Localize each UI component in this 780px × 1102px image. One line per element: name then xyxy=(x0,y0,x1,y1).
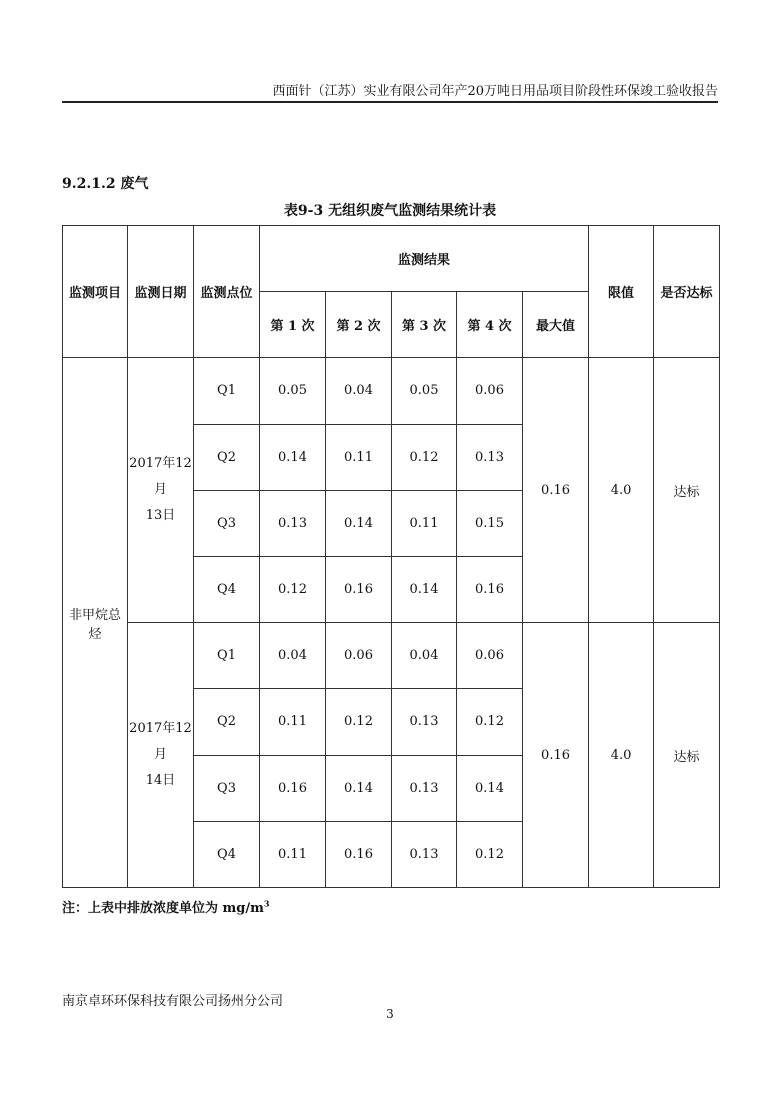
point-cell: Q1 xyxy=(194,358,260,424)
value-cell: 0.12 xyxy=(326,689,392,755)
report-header-title: 西面针（江苏）实业有限公司年产20万吨日用品项目阶段性环保竣工验收报告 xyxy=(272,84,718,99)
value-cell: 0.14 xyxy=(260,424,326,490)
limit-cell: 4.0 xyxy=(589,623,654,888)
value-cell: 0.04 xyxy=(260,623,326,689)
compliance-cell: 达标 xyxy=(654,623,720,888)
header-max: 最大值 xyxy=(523,292,589,358)
value-cell: 0.16 xyxy=(457,556,523,622)
table-title: 表9-3 无组织废气监测结果统计表 xyxy=(283,203,497,219)
point-cell: Q4 xyxy=(194,556,260,622)
value-cell: 0.12 xyxy=(457,821,523,887)
value-cell: 0.11 xyxy=(326,424,392,490)
point-cell: Q2 xyxy=(194,689,260,755)
value-cell: 0.06 xyxy=(457,358,523,424)
value-cell: 0.16 xyxy=(326,821,392,887)
date-cell xyxy=(128,358,194,623)
table-row xyxy=(63,623,720,689)
value-cell: 0.13 xyxy=(392,821,457,887)
value-cell: 0.04 xyxy=(392,623,457,689)
header-round-3: 第 3 次 xyxy=(392,292,457,358)
point-cell: Q1 xyxy=(194,623,260,689)
value-cell: 0.04 xyxy=(326,358,392,424)
value-cell: 0.06 xyxy=(326,623,392,689)
value-cell: 0.14 xyxy=(457,755,523,821)
point-cell: Q3 xyxy=(194,755,260,821)
section-heading: 9.2.1.2 废气 xyxy=(62,176,149,192)
header-limit: 限值 xyxy=(589,226,654,358)
limit-cell: 4.0 xyxy=(589,358,654,623)
item-name-cell: 非甲烷总烃 xyxy=(63,358,128,888)
footer-company: 南京卓环环保科技有限公司扬州分公司 xyxy=(62,994,284,1009)
header-round-1: 第 1 次 xyxy=(260,292,326,358)
value-cell: 0.12 xyxy=(260,556,326,622)
compliance-cell: 达标 xyxy=(654,358,720,623)
max-cell: 0.16 xyxy=(523,623,589,888)
value-cell: 0.15 xyxy=(457,490,523,556)
value-cell: 0.11 xyxy=(260,689,326,755)
value-cell: 0.13 xyxy=(260,490,326,556)
header-item: 监测项目 xyxy=(63,226,128,358)
date-line-1: 2017年12月 xyxy=(129,721,192,763)
table-note xyxy=(62,897,269,916)
header-divider xyxy=(62,101,718,103)
value-cell: 0.11 xyxy=(260,821,326,887)
header-round-4: 第 4 次 xyxy=(457,292,523,358)
value-cell: 0.05 xyxy=(260,358,326,424)
value-cell: 0.06 xyxy=(457,623,523,689)
table-row xyxy=(63,358,720,424)
note-superscript: 3 xyxy=(263,898,270,909)
value-cell: 0.13 xyxy=(457,424,523,490)
value-cell: 0.14 xyxy=(326,755,392,821)
value-cell: 0.14 xyxy=(392,556,457,622)
value-cell: 0.05 xyxy=(392,358,457,424)
value-cell: 0.16 xyxy=(326,556,392,622)
note-text: 注：上表中排放浓度单位为 mg/m xyxy=(62,901,264,916)
value-cell: 0.16 xyxy=(260,755,326,821)
max-cell: 0.16 xyxy=(523,358,589,623)
value-cell: 0.14 xyxy=(326,490,392,556)
value-cell: 0.12 xyxy=(392,424,457,490)
point-cell: Q4 xyxy=(194,821,260,887)
date-cell xyxy=(128,623,194,888)
header-compliance: 是否达标 xyxy=(654,226,720,358)
header-round-2: 第 2 次 xyxy=(326,292,392,358)
header-date: 监测日期 xyxy=(128,226,194,358)
header-point: 监测点位 xyxy=(194,226,260,358)
value-cell: 0.12 xyxy=(457,689,523,755)
monitoring-results-table xyxy=(62,225,720,888)
date-line-1: 2017年12月 xyxy=(129,456,192,498)
page-number: 3 xyxy=(386,1007,394,1021)
value-cell: 0.13 xyxy=(392,689,457,755)
header-results: 监测结果 xyxy=(260,226,589,292)
point-cell: Q3 xyxy=(194,490,260,556)
date-line-2: 13日 xyxy=(145,508,176,524)
point-cell: Q2 xyxy=(194,424,260,490)
date-line-2: 14日 xyxy=(145,773,176,789)
value-cell: 0.11 xyxy=(392,490,457,556)
value-cell: 0.13 xyxy=(392,755,457,821)
